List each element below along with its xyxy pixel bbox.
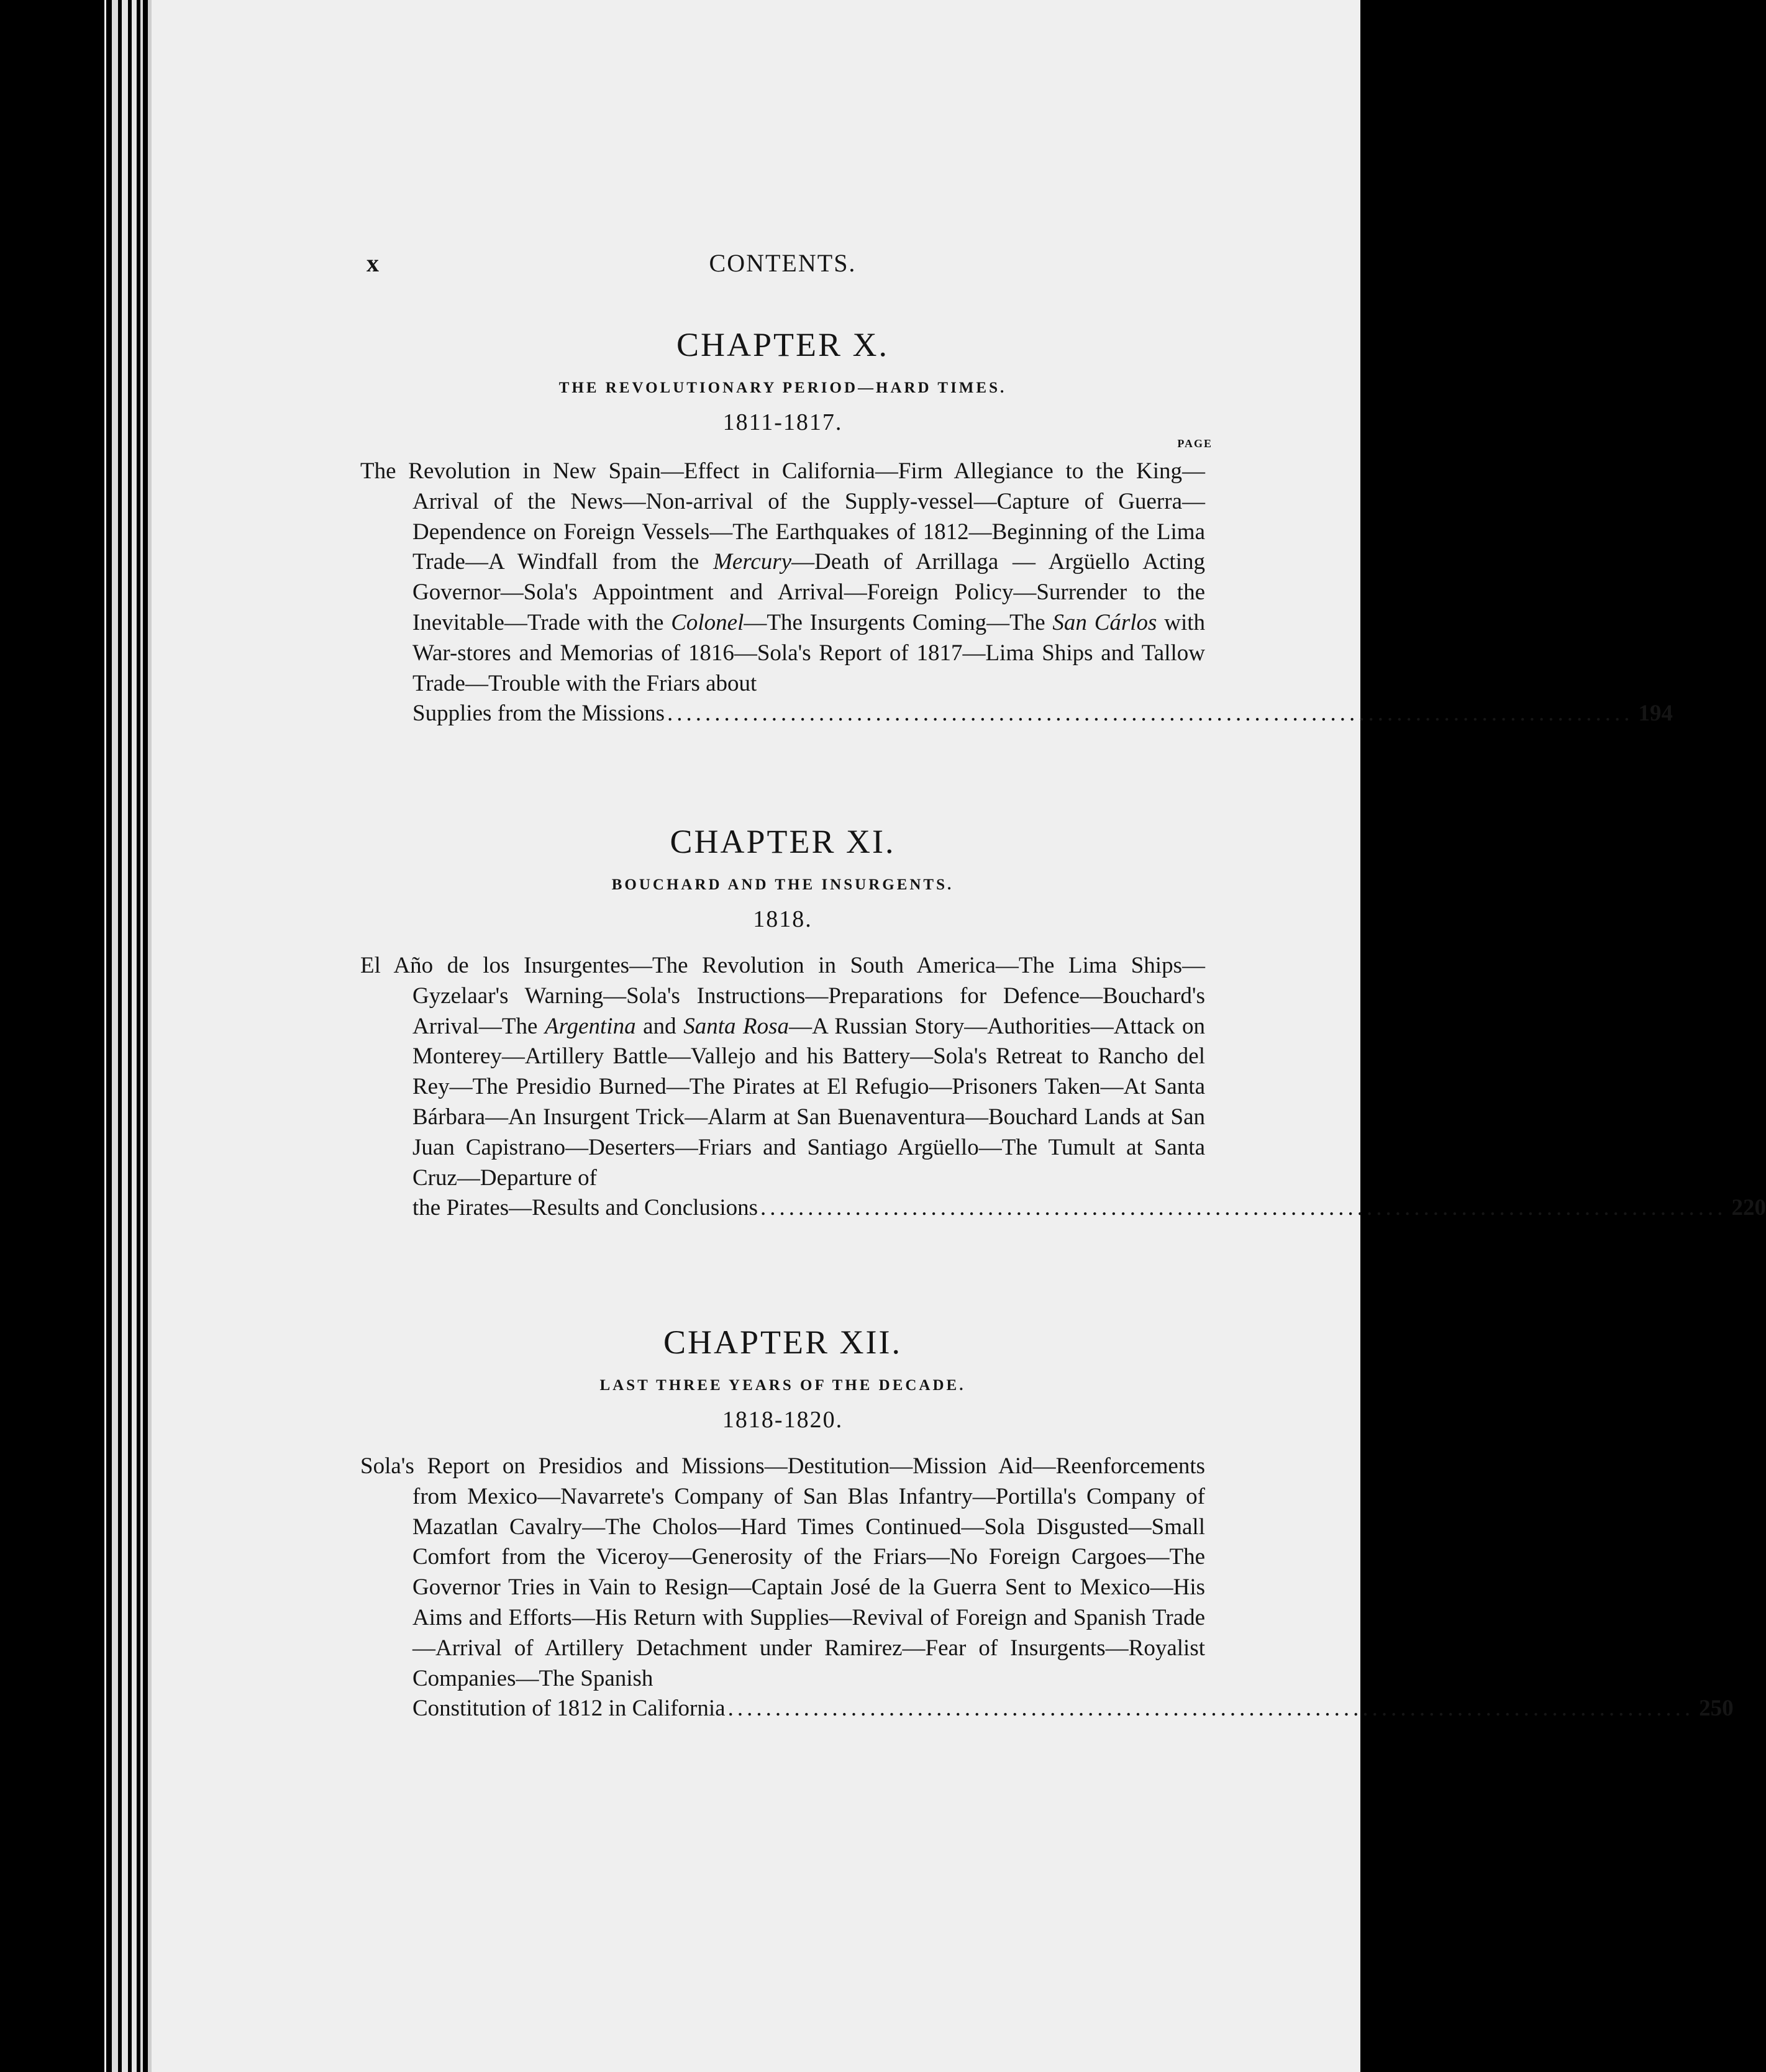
page-edge: [122, 0, 128, 2072]
chapter-years: 1818.: [753, 906, 812, 932]
chapter-heading: CHAPTER XII.: [663, 1324, 902, 1361]
running-title: CONTENTS.: [709, 249, 857, 277]
summary-text: The Revolution in New Spain—Effect in California—Firm Allegiance to the King—Arrival of the News—Non-arrival of the Supply-vessel—Capture of Guerra—Dependence on Foreign Vessels—The Earthquakes of 1812—Beginning of the Lima Trade—A Windfall from the Mercury—Death of Arrillaga — Argüello Acting Governor—Sola's Appointment and Arrival—Foreign Policy—Surrender to the Inevitable—Trade with the Colonel—The Insurgents Coming—The San Cárlos with War-stores and Memorias of 1816—Sola's Report of 1817—Lima Ships and Tallow Trade—Trouble with the Friars about: [360, 458, 1205, 696]
page-edge: [112, 0, 118, 2072]
running-head: [366, 248, 1199, 286]
page-edge: [140, 0, 143, 2072]
chapter-xii: [360, 1324, 1734, 1724]
dot-leader: ......................................................................................................: [727, 1696, 1695, 1722]
summary-last-line: the Pirates—Results and Conclusions: [412, 1195, 758, 1221]
page-edge: [132, 0, 137, 2072]
toc-entry-line: [412, 1193, 1766, 1224]
page-reference: 250: [1699, 1696, 1734, 1722]
chapter-subtitle: LAST THREE YEARS OF THE DECADE.: [599, 1377, 966, 1394]
toc-entry-line: [412, 1694, 1734, 1724]
chapter-subtitle: BOUCHARD AND THE INSURGENTS.: [611, 876, 954, 893]
chapter-heading: CHAPTER X.: [676, 326, 890, 363]
chapter-xi: [360, 823, 1766, 1224]
summary-last-line: Constitution of 1812 in California: [412, 1696, 726, 1722]
page-reference: 220: [1731, 1195, 1766, 1221]
dot-leader: ......................................................................................................: [667, 701, 1634, 727]
chapter-summary: [360, 457, 1673, 729]
chapter-years: 1811-1817.: [722, 409, 843, 435]
chapter-years: 1818-1820.: [722, 1407, 844, 1433]
summary-text: Sola's Report on Presidios and Missions—Destitution—Mission Aid—Reenforcements from Mexico—Navarrete's Company of San Blas Infantry—Portilla's Company of Mazatlan Cavalry—The Cholos—Hard Times Continued—Sola Disgusted—Small Comfort from the Viceroy—Generosity of the Friars—No Foreign Cargoes—The Governor Tries in Vain to Resign—Captain José de la Guerra Sent to Mexico—His Aims and Efforts—His Return with Supplies—Revival of Foreign and Spanish Trade—Arrival of Artillery Detachment under Ramirez—Fear of Insurgents—Royalist Companies—The Spanish: [360, 1453, 1205, 1691]
summary-text: El Año de los Insurgentes—The Revolution in South America—The Lima Ships—Gyzelaar's Warning—Sola's Instructions—Preparations for Defence—Bouchard's Arrival—The Argentina and Santa Rosa—A Russian Story—Authorities—Attack on Monterey—Artillery Battle—Vallejo and his Battery—Sola's Retreat to Rancho del Rey—The Presidio Burned—The Pirates at El Refugio—Prisoners Taken—At Santa Bárbara—An Insurgent Trick—Alarm at San Buenaventura—Bouchard Lands at San Juan Capistrano—Deserters—Friars and Santiago Argüello—The Tumult at Santa Cruz—Departure of: [360, 953, 1205, 1191]
toc-entry-line: [412, 699, 1673, 729]
chapter-heading: CHAPTER XI.: [670, 823, 896, 860]
page-number: x: [366, 249, 379, 277]
page-reference: 194: [1638, 701, 1673, 727]
chapter-subtitle: THE REVOLUTIONARY PERIOD—HARD TIMES.: [558, 379, 1007, 396]
chapter-x: [360, 326, 1673, 729]
summary-last-line: Supplies from the Missions: [412, 701, 665, 727]
dot-leader: ......................................................................................................: [760, 1195, 1727, 1221]
chapter-summary: [360, 1452, 1734, 1724]
page-column-label: PAGE: [1177, 437, 1213, 450]
chapter-summary: [360, 951, 1766, 1224]
binding-edge: [104, 0, 106, 2072]
